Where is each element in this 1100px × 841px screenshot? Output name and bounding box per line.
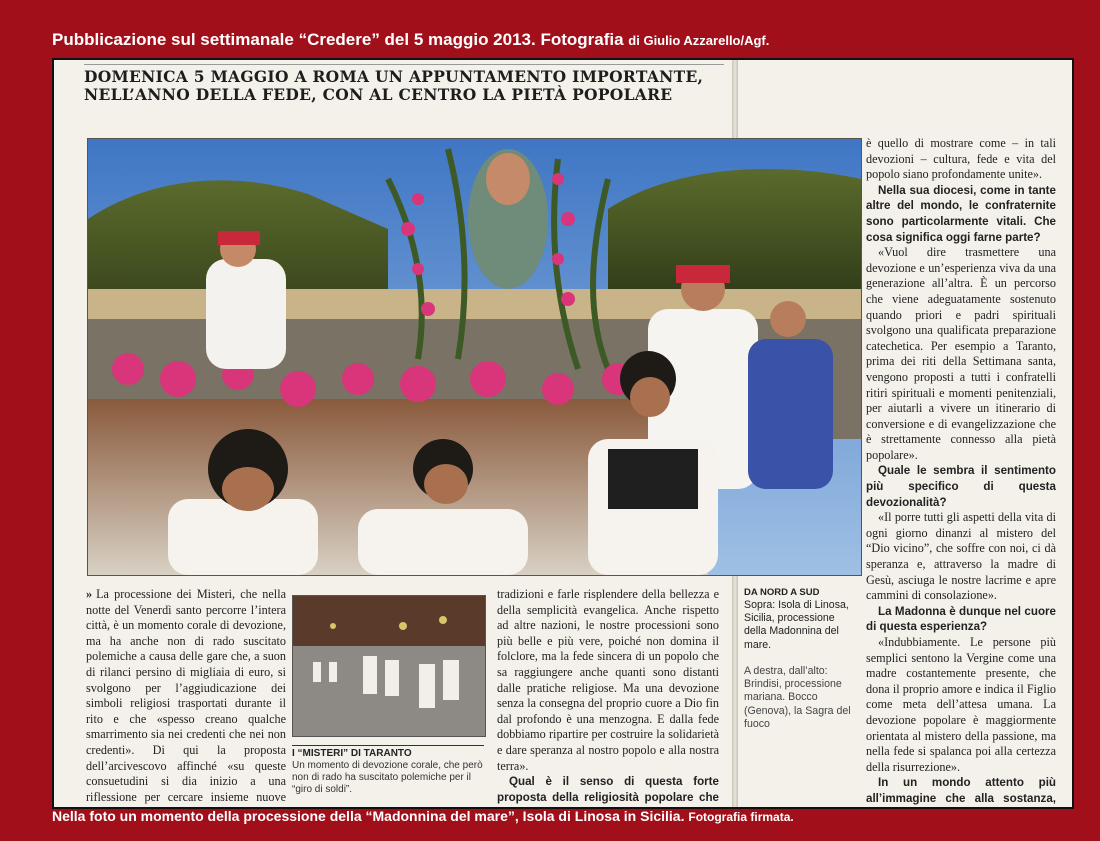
headline-line-1: DOMENICA 5 MAGGIO A ROMA UN APPUNTAMENTO IMPORTANTE, <box>84 67 704 86</box>
top-caption-main: Pubblicazione sul settimanale “Credere” del 5 maggio 2013. Fotografia <box>52 30 624 49</box>
side-caption-title: DA NORD A SUD <box>744 587 820 598</box>
inset-caption-title: I “MISTERI” DI TARANTO <box>292 745 484 759</box>
inset-caption-text: Un momento di devozione corale, che però non di rado ha suscitato polemiche per il “giro di soldi”. <box>292 760 483 795</box>
inset-taranto-photo <box>292 595 486 737</box>
main-procession-photo <box>87 138 862 576</box>
column-4-question-1: Nella sua diocesi, come in tante altre del mondo, le confraternite sono particolarmente vitali. Che cosa significa oggi farne parte? <box>866 183 1056 244</box>
bottom-caption-main: Nella foto un momento della processione della “Madonnina del mare”, Isola di Linosa in Sicilia. <box>52 808 685 824</box>
column-1-text: La processione dei Misteri, che nella notte del Venerdì santo percorre l’intera città, è un momento corale di devozione, ma ha anche non di rado suscitato polemiche a causa delle gare che, a suon di rilanci persino di migliaia di euro, si svolgono per l’aggiudicazione dei simboli religiosi trasportati durante il rito e che «spesso creano qualche smarrimento sia nei credenti che nei non credenti». Di qui la proposta dell’arcivescovo affinché «su queste consuetudini si dia inizio a una riflessione per cercare insieme nuove <box>86 587 286 804</box>
column-4-question-2: Quale le sembra il sentimento più specifico di questa devozionalità? <box>866 464 1056 509</box>
paragraph-arrow-icon: » <box>86 587 93 601</box>
bottom-caption <box>52 808 794 824</box>
bottom-caption-credit: Fotografia firmata. <box>688 810 794 824</box>
headline-line-2: NELL’ANNO DELLA FEDE, CON AL CENTRO LA PIETÀ POPOLARE <box>84 85 673 104</box>
column-3-question: Qual è il senso di questa forte proposta della religiosità popolare che <box>497 775 719 804</box>
side-caption-text-2: A destra, dall’alto: Brindisi, processione mariana. Bocco (Genova), la Sagra del fuoco <box>744 665 851 730</box>
article-column-3 <box>497 587 719 809</box>
column-4-question-4: In un mondo attento più all’immagine che alla sostanza, <box>866 776 1056 805</box>
column-4-question-3: La Madonna è dunque nel cuore di questa esperienza? <box>866 604 1056 634</box>
article-column-4 <box>866 136 1056 809</box>
column-4-paragraph-1: è quello di mostrare come – in tali devozioni – cultura, fede e vita del popolo siano profondamente unite». <box>866 136 1056 182</box>
side-caption-text: Sopra: Isola di Linosa, Sicilia, processione della Madonnina del mare. <box>744 599 849 651</box>
column-4-paragraph-2: «Vuol dire trasmettere una devozione e un’esperienza viva da una generazione all’altra. È un percorso che viene adeguatamente sostenuto quando priori e padri spirituali svolgono una qualificata preparazione catechetica. Per esempio a Taranto, prima dei riti della Settimana santa, vengono proposti a tutti i confratelli ritiri spirituali e momenti penitenziali, per aiutarli a vivere un itinerario di conversione e di evangelizzazione che è strettamente connesso alla pietà popolare». <box>866 245 1056 462</box>
magazine-spread <box>52 58 1074 809</box>
article-column-1 <box>86 587 286 809</box>
top-caption <box>52 30 769 50</box>
column-4-paragraph-4: «Indubbiamente. Le persone più semplici sentono la Vergine come una madre costantemente presente, che dona il proprio amore e indica il Figlio come meta dell’attesa umana. La devozione popolare è maggiormente orientata al mistero della passione, ma nella fede si spalanca poi alla certezza della risurrezione». <box>866 635 1056 774</box>
column-4-paragraph-3: «Il porre tutti gli aspetti della vita di ogni giorno dinanzi al mistero del “Dio vicino”, che soffre con noi, ci dà speranza e, attraverso la madre di Gesù, asciuga le nostre lacrime e apre cammini di consolazione». <box>866 510 1056 603</box>
column-3-text: tradizioni e farle risplendere della bellezza e della semplicità evangelica. Anche rispetto ad altre nazioni, le nostre processioni sono più belle e più vere, poiché non domina il folclore, ma la fede sincera di un popolo che sa raggiungere anche quanti sono distanti dalle pratiche religiose. Ma una devozione senza la consegna del proprio cuore a Dio fin dal profondo è una menzogna. E dalla fede dobbiamo ripartire per costruire la solidarietà e dare speranza al nostro popolo e alla nostra terra». <box>497 587 719 773</box>
top-caption-credit: di Giulio Azzarello/Agf. <box>628 33 770 48</box>
article-headline <box>84 68 724 104</box>
top-rule <box>84 64 724 65</box>
